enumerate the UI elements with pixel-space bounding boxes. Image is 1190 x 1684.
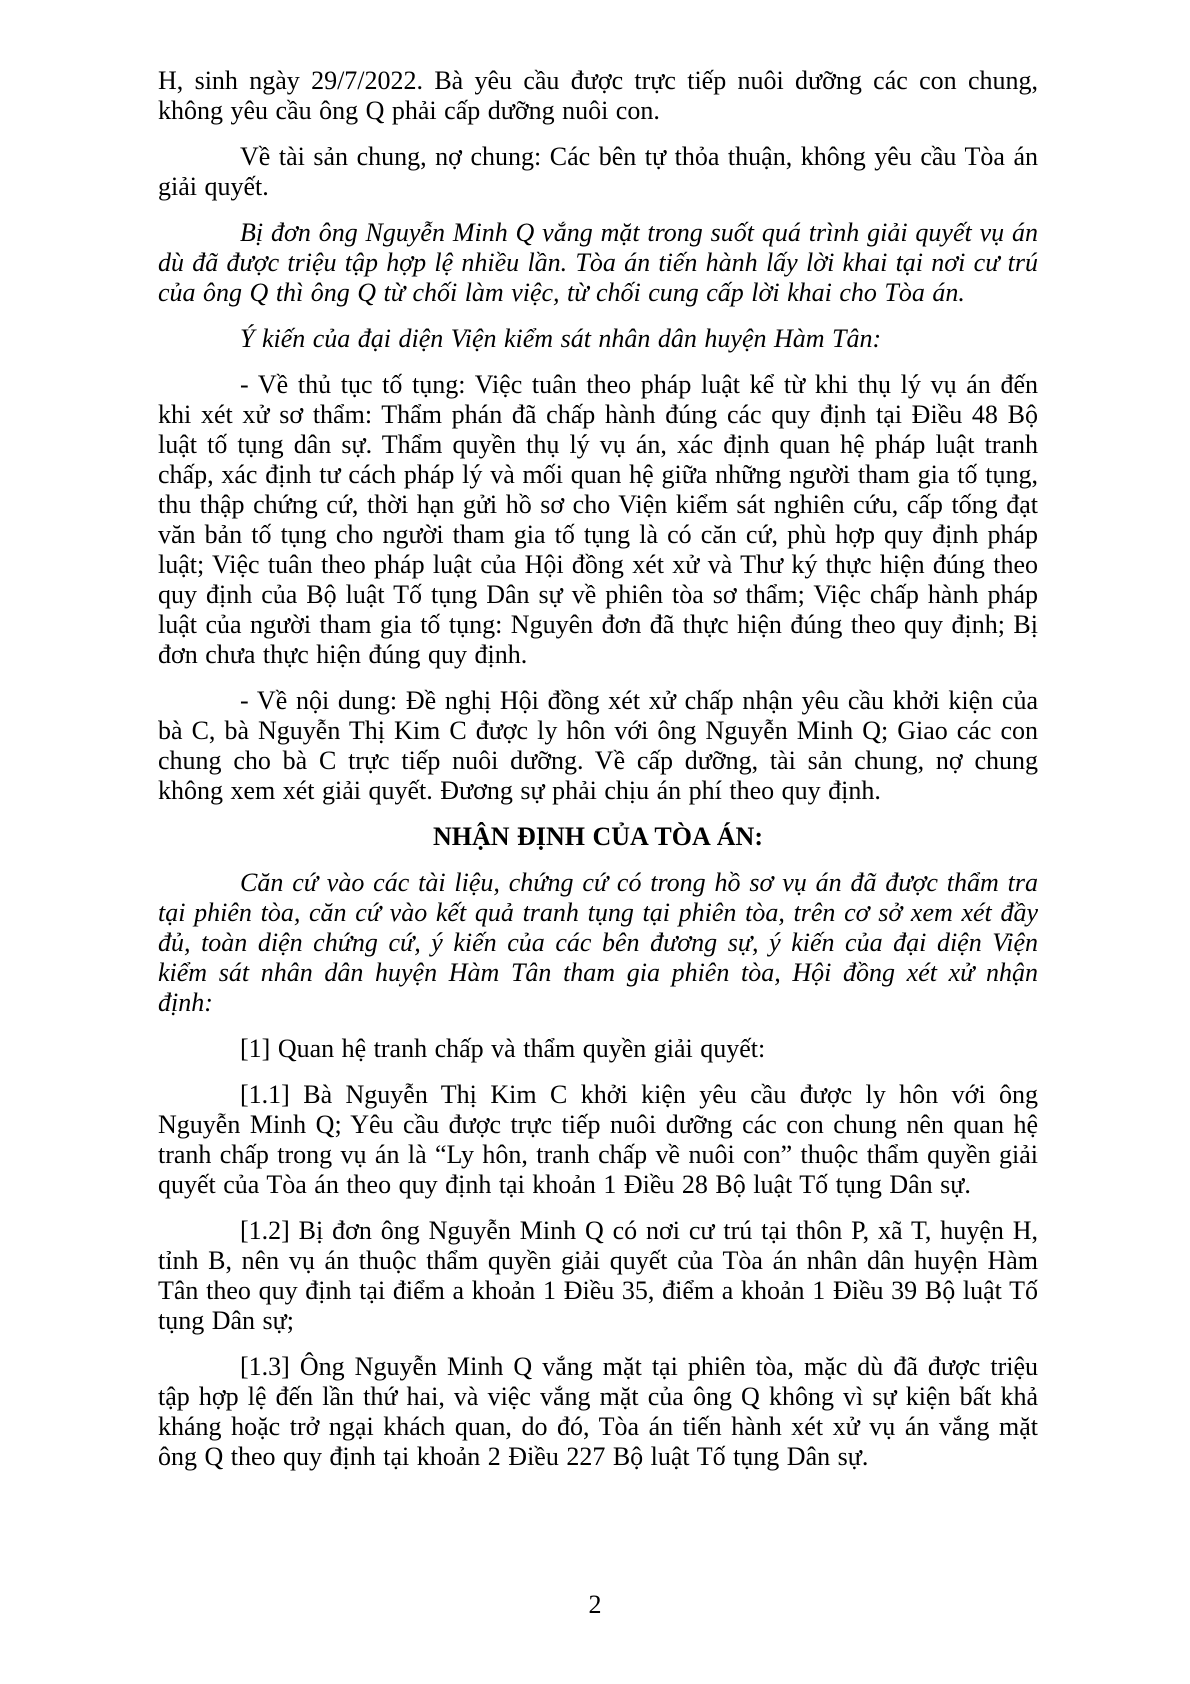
paragraph-bi-don-vang-mat: Bị đơn ông Nguyễn Minh Q vắng mặt trong suốt quá trình giải quyết vụ án dù đã được triệu tập hợp lệ nhiều lần. Tòa án tiến hành lấy lời khai tại nơi cư trú của ông Q thì ông Q từ chối làm việc, từ chối cung cấp lời khai cho Tòa án. [158, 218, 1038, 307]
paragraph-muc-1-1: [1.1] Bà Nguyễn Thị Kim C khởi kiện yêu cầu được ly hôn với ông Nguyễn Minh Q; Yêu cầu được trực tiếp nuôi dưỡng các con chung nên quan hệ tranh chấp trong vụ án là “Ly hôn, tranh chấp về nuôi con” thuộc thẩm quyền giải quyết của Tòa án theo quy định tại khoản 1 Điều 28 Bộ luật Tố tụng Dân sự. [158, 1080, 1038, 1199]
page-number: 2 [588, 1590, 602, 1619]
paragraph-ve-noi-dung: - Về nội dung: Đề nghị Hội đồng xét xử chấp nhận yêu cầu khởi kiện của bà C, bà Nguyễn Thị Kim C được ly hôn với ông Nguyễn Minh Q; Giao các con chung cho bà C trực tiếp nuôi dưỡng. Về cấp dưỡng, tài sản chung, nợ chung không xem xét giải quyết. Đương sự phải chịu án phí theo quy định. [158, 686, 1038, 805]
paragraph-continuation: H, sinh ngày 29/7/2022. Bà yêu cầu được trực tiếp nuôi dưỡng các con chung, không yêu cầu ông Q phải cấp dưỡng nuôi con. [158, 66, 1038, 125]
paragraph-y-kien-vks: Ý kiến của đại diện Viện kiểm sát nhân dân huyện Hàm Tân: [240, 324, 882, 353]
paragraph-ve-thu-tuc-to-tung: - Về thủ tục tố tụng: Việc tuân theo pháp luật kể từ khi thụ lý vụ án đến khi xét xử sơ thẩm: Thẩm phán đã chấp hành đúng các quy định tại Điều 48 Bộ luật tố tụng dân sự. Thẩm quyền thụ lý vụ án, xác định quan hệ pháp luật tranh chấp, xác định tư cách pháp lý và mối quan hệ giữa những người tham gia tố tụng, thu thập chứng cứ, thời hạn gửi hồ sơ cho Viện kiểm sát nghiên cứu, cấp tống đạt văn bản tố tụng cho người tham gia tố tụng là có căn cứ, phù hợp quy định pháp luật; Việc tuân theo pháp luật của Hội đồng xét xử và Thư ký thực hiện đúng theo quy định của Bộ luật Tố tụng Dân sự về phiên tòa sơ thẩm; Việc chấp hành pháp luật của người tham gia tố tụng: Nguyên đơn đã thực hiện đúng theo quy định; Bị đơn chưa thực hiện đúng quy định. [158, 370, 1038, 669]
paragraph-can-cu: Căn cứ vào các tài liệu, chứng cứ có trong hồ sơ vụ án đã được thẩm tra tại phiên tòa, căn cứ vào kết quả tranh tụng tại phiên tòa, trên cơ sở xem xét đầy đủ, toàn diện chứng cứ, ý kiến của các bên đương sự, ý kiến của đại diện Viện kiểm sát nhân dân huyện Hàm Tân tham gia phiên tòa, Hội đồng xét xử nhận định: [158, 868, 1038, 1017]
paragraph-muc-1-2: [1.2] Bị đơn ông Nguyễn Minh Q có nơi cư trú tại thôn P, xã T, huyện H, tỉnh B, nên vụ án thuộc thẩm quyền giải quyết của Tòa án nhân dân huyện Hàm Tân theo quy định tại điểm a khoản 1 Điều 35, điểm a khoản 1 Điều 39 Bộ luật Tố tụng Dân sự; [158, 1216, 1038, 1335]
section-heading-nhan-dinh-cua-toa-an: NHẬN ĐỊNH CỦA TÒA ÁN: [433, 822, 763, 851]
paragraph-muc-1-3: [1.3] Ông Nguyễn Minh Q vắng mặt tại phiên tòa, mặc dù đã được triệu tập hợp lệ đến lần thứ hai, và việc vắng mặt của ông Q không vì sự kiện bất khả kháng hoặc trở ngại khách quan, do đó, Tòa án tiến hành xét xử vụ án vắng mặt ông Q theo quy định tại khoản 2 Điều 227 Bộ luật Tố tụng Dân sự. [158, 1352, 1038, 1471]
document-body [158, 66, 1038, 1472]
paragraph-tai-san-chung: Về tài sản chung, nợ chung: Các bên tự thỏa thuận, không yêu cầu Tòa án giải quyết. [158, 142, 1038, 201]
paragraph-muc-1: [1] Quan hệ tranh chấp và thẩm quyền giải quyết: [240, 1034, 766, 1063]
